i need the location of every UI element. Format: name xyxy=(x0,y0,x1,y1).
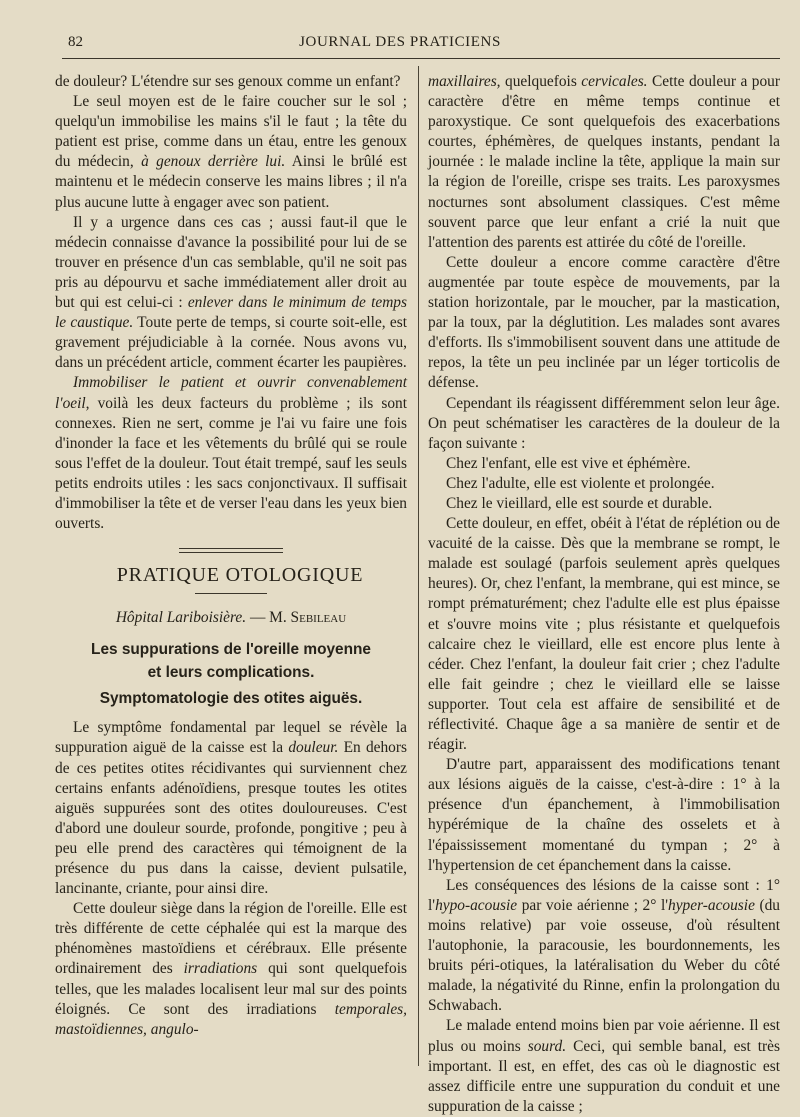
text-run: qui sont quelquefois telles, que les malades localisent leur mal sur des points éloignés. Ce sont des irradiations xyxy=(55,960,407,1018)
paragraph: Cette douleur, en effet, obéit à l'état de réplétion ou de vacuité de la caisse. Dès que la membrane se rompt, le malade est soulagé (parfois seulement après quelques heures). Or, chez l'enfant, la membrane, qui est mince, se rompt prématurément; chez l'adulte elle est plus épaisse et s'ouvre moins vite ; plus résistante et quelquefois calcaire chez le vieillard, elle est encore plus lente à céder. Chez l'enfant, la douleur fait crier ; chez l'adulte elle fait geindre ; chez le vieillard elle se laisse supporter. Tout cela est affaire de sensibilité et de réflectivité. Chaque âge a sa manière de sentir et de réagir. xyxy=(428,515,780,754)
paragraph xyxy=(428,876,780,1017)
text-run: Le seul moyen est de le faire coucher sur le sol ; quelqu'un immobilise les mains s'il le faut ; la tête du patient est prise, comme dans un étau, entre les genoux du médecin, xyxy=(55,93,407,171)
article-title-line-2: et leurs complications. xyxy=(147,664,315,682)
hospital-name: Hôpital Lariboisière. xyxy=(115,609,247,627)
page-number: 82 xyxy=(68,34,83,50)
italic-run: hyper-acousie xyxy=(668,896,755,914)
paragraph: Chez le vieillard, elle est sourde et durable. xyxy=(446,494,713,512)
section-double-rule xyxy=(179,548,283,553)
text-run: Il y a urgence dans ces cas ; aussi faut-il que le médecin connaisse d'avance la possibilité pour lui de se trouver en présence d'un cas semblable, qu'il ne soit pas pris au dépourvu et sache immédiatement aller droit au but qui est celui-ci : xyxy=(55,213,407,312)
italic-run: douleur. xyxy=(288,739,339,757)
paragraph: Chez l'enfant, elle est vive et éphémère. xyxy=(446,454,691,472)
italic-run: maxillaires, xyxy=(428,73,501,90)
article-subtitle: Symptomatologie des otites aiguës. xyxy=(99,690,363,708)
italic-run: temporales, mastoïdiennes, angulo- xyxy=(55,1000,407,1038)
text-run: Les conséquences des lésions de la caisse sont : 1° l' xyxy=(428,876,780,914)
left-column xyxy=(55,72,407,1040)
paragraph xyxy=(55,899,407,1040)
text-run: Cette douleur a pour caractère d'être en même temps continue et paroxystique. Ce sont quelquefois des exacerbations courtes, éphémères, de quelques instants, pendant la journée : le malade incline la tête, applique la main sur la région de l'oreille, crispe ses traits. Les paroxysmes nocturnes sont absolument classiques. C'est même souvent parce que leur enfant a crié la nuit que l'attention des parents est attirée du côté de l'oreille. xyxy=(428,73,780,251)
text-run: Ceci, qui semble banal, est très important. Il est, en effet, des cas où le diagnostic est assez difficile entre une suppuration du conduit et une suppuration de la caisse ; xyxy=(428,1037,780,1115)
paragraph: Cependant ils réagissent différemment selon leur âge. On peut schématiser les caractères de la douleur de la façon suivante : xyxy=(428,394,780,452)
text-run: quelquefois xyxy=(500,73,582,90)
column-divider xyxy=(418,66,419,1066)
italic-run: irradiations xyxy=(183,960,258,978)
text-run: En dehors de ces petites otites récidivantes qui surviennent chez certains enfants adénoïdiens, presque toutes les otites aiguës suppurées sont des otites douloureuses. C'est d'abord une douleur sourde, profonde, pongitive ; peu à peu elle prend des caractères qui témoignent de la présence du pus dans la caisse, devient pulsatile, lancinante, criante, pour ainsi dire. xyxy=(55,739,407,898)
section-short-rule xyxy=(195,593,267,594)
paragraph xyxy=(55,92,407,213)
article-title xyxy=(55,638,407,684)
italic-run: à genoux derrière lui. xyxy=(141,153,286,171)
text-run: voilà les deux facteurs du problème ; ils sont connexes. Rien ne sert, comme je l'ai vu faire une fois d'inonder la face et les vêtements du brûlé qui se roule sous l'effet de la douleur. Tout était trempé, sauf les seuls petits endroits utiles : les sacs conjonctivaux. Il suffisait d'immobiliser la tête et de verser l'eau dans les yeux bien ouverts. xyxy=(55,394,407,533)
paragraph xyxy=(55,718,407,899)
italic-run: sourd. xyxy=(527,1037,567,1055)
text-run: Le symptôme fondamental par lequel se révèle la suppuration aiguë de la caisse est la xyxy=(55,719,407,757)
italic-run: enlever dans le minimum de temps le caustique. xyxy=(55,294,407,332)
hospital-author-line xyxy=(55,608,407,628)
italic-run: Immobiliser le patient et ouvrir convenablement l'oeil, xyxy=(55,374,407,412)
paragraph: D'autre part, apparaissent des modifications tenant aux lésions aiguës de la caisse, c'est-à-dire : 1° à la présence d'un épanchement, à l'immobilisation hypérémique de la chaîne des osselets et à l'épaississement momentané du tympan ; 2° à l'hypertension de cet épanchement dans la caisse. xyxy=(428,756,780,874)
author-name: — M. Sebileau xyxy=(249,609,347,627)
text-run: Le malade entend moins bien par voie aérienne. Il est plus ou moins xyxy=(428,1017,780,1055)
paragraph xyxy=(55,373,407,534)
italic-run: cervicales. xyxy=(581,73,648,90)
paragraph xyxy=(55,213,407,374)
text-run: Ainsi le brûlé est maintenu et le médecin conserve les mains libres ; il n'a plus aucune lutte à engager avec son patient. xyxy=(55,153,407,211)
article-title-line-1: Les suppurations de l'oreille moyenne xyxy=(91,641,371,659)
text-run: Cette douleur siège dans la région de l'oreille. Elle est très différente de cette céphalée qui est la marque des phénomènes mastoïdiens et cérébraux. Elle présente ordinairement des xyxy=(55,900,407,978)
right-column xyxy=(428,72,780,1117)
page-header xyxy=(0,34,800,56)
paragraph xyxy=(428,1016,780,1116)
text-run: Toute perte de temps, si courte soit-elle, est gravement préjudiciable à la cornée. Nous avons vu, dans un précédent article, comment écarter les paupières. xyxy=(55,314,407,372)
section-title: PRATIQUE OTOLOGIQUE xyxy=(116,564,364,587)
paragraph: Cette douleur a encore comme caractère d'être augmentée par toute espèce de mouvements, par la station horizontale, par le moucher, par la mastication, par la toux, par la déglutition. Les malades sont avares d'efforts. Ils s'immobilisent souvent dans une attitude de repos, la tête un peu inclinée par un léger torticolis de défense. xyxy=(428,253,780,392)
paragraph xyxy=(428,72,780,253)
header-rule xyxy=(62,58,780,59)
paragraph: de douleur? L'étendre sur ses genoux comme un enfant? xyxy=(55,73,401,90)
text-run: par voie aérienne ; 2° l' xyxy=(517,896,669,914)
running-title: JOURNAL DES PRATICIENS xyxy=(299,34,501,50)
italic-run: hypo-acousie xyxy=(435,896,518,914)
text-run: (du moins relative) par voie osseuse, d'où résultent l'autophonie, la paracousie, les bourdonnements, les bruits péri-otiques, la latéralisation du Weber du côté malade, la négativité du Rinne, enfin la prolongation du Schwabach. xyxy=(428,896,780,1015)
paragraph: Chez l'adulte, elle est violente et prolongée. xyxy=(446,474,715,492)
